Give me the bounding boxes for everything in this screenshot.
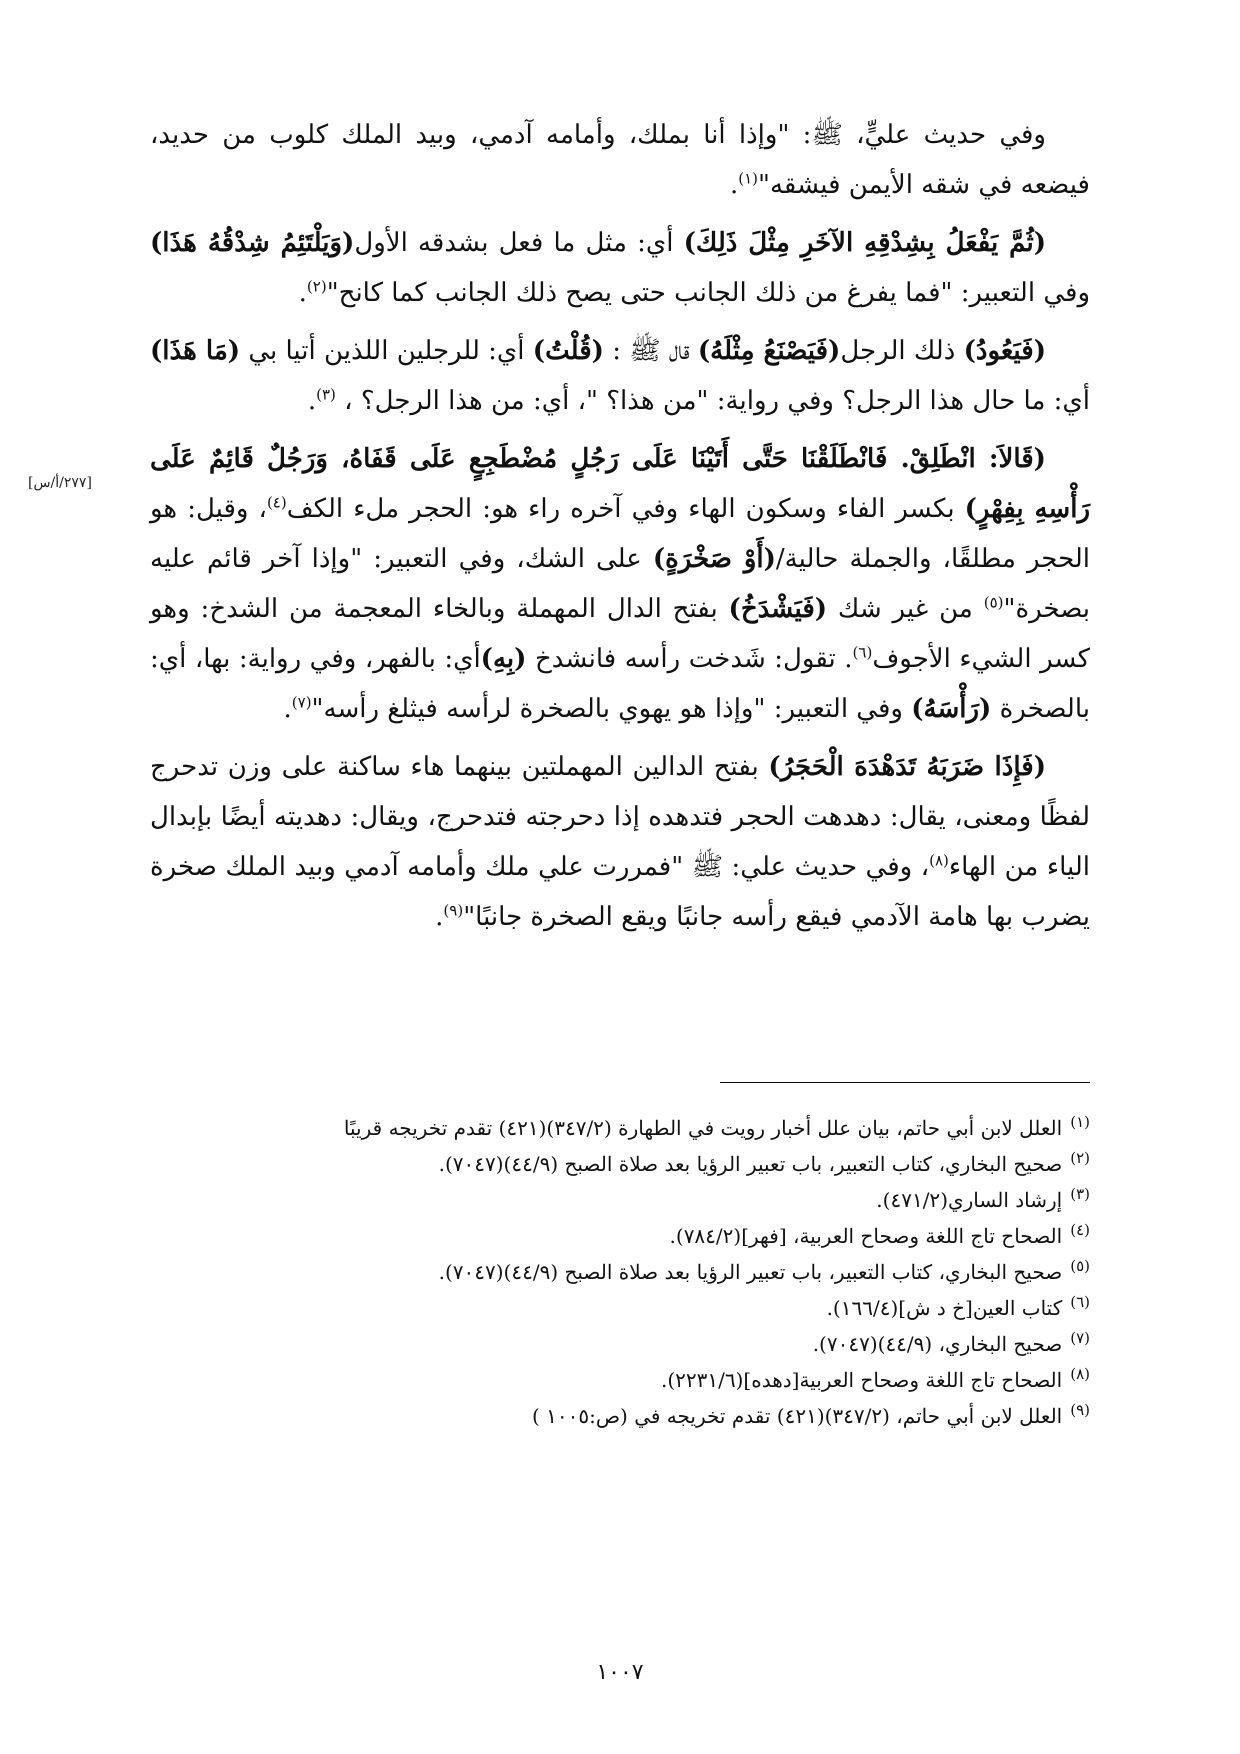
hadith-quote: (قُلْتُ) <box>532 336 604 366</box>
footnote-number: (٤) <box>1070 1221 1090 1240</box>
commentary-text: . <box>729 170 739 200</box>
commentary-text: أي: مثل ما فعل بشدقه الأول <box>354 228 684 258</box>
footnote-text: إرشاد الساري(٤٧١/٢). <box>876 1188 1063 1212</box>
footnote-item <box>270 1398 1090 1434</box>
footnote-item <box>270 1254 1090 1290</box>
footnote-text: كتاب العين[خ د ش](١٦٦/٤). <box>826 1296 1063 1320</box>
hadith-quote: (فَيَشْدَخُ) <box>728 594 828 624</box>
hadith-quote: (مَا هَذَا) <box>149 336 241 366</box>
footnote-number: (٥) <box>1070 1257 1090 1276</box>
hadith-quote: (أَوْ صَخْرَةٍ) <box>652 544 776 574</box>
paragraph <box>150 742 1090 942</box>
hadith-quote: (ثُمَّ يَفْعَلُ بِشِدْقِهِ الآخَرِ مِثْلَ ذَلِكَ) <box>683 228 1046 258</box>
footnote-number: (٩) <box>1070 1401 1090 1420</box>
hadith-quote: (قَالاَ: انْطَلِقْ. فَانْطَلَقْنَا حَتَّى أَتَيْنَا عَلَى رَجُلٍ مُضْطَجِعٍ عَلَى قَفَاهُ، وَرَجُلٌ قَائِمٌ عَلَى رَأْسِهِ بِفِهْرٍ) <box>150 444 1090 524</box>
commentary-text: . <box>283 694 292 724</box>
paragraph <box>150 326 1090 426</box>
commentary-text: بفتح الدالين المهملتين بينهما هاء ساكنة على وزن تدحرج لفظًا ومعنى، يقال: دهدهت الحجر فتدهده إذا دحرجته فتدحرج، ويقال: دهديته أيضًا بإبدال الياء من الهاء <box>150 752 1090 882</box>
footnote-reference: (٧) <box>291 693 312 712</box>
footnote-item <box>270 1182 1090 1218</box>
commentary-text: أي: بالفهر، وفي رواية: بها، أي: بالصخرة <box>150 644 1090 724</box>
commentary-text: وفي حديث عليٍّ، ﷺ: "وإذا أنا بملك، وأمامه آدمي، وبيد الملك كلوب من حديد، فيضعه في شقه الأيمن فيشقه" <box>150 120 1090 200</box>
margin-manuscript-reference: [٢٧٧/أ/س] <box>28 475 92 491</box>
paragraph <box>150 218 1090 318</box>
commentary-text: وفي التعبير: "فما يفرغ من ذلك الجانب حتى يصح ذلك الجانب كما كانح" <box>326 278 1090 308</box>
paragraph <box>150 434 1090 734</box>
footnote-reference: (٩) <box>443 901 464 920</box>
footnote-text: الصحاح تاج اللغة وصحاح العربية[دهده](٢٢٣١/٦). <box>660 1368 1063 1392</box>
footnotes-list <box>270 1110 1090 1434</box>
footnote-item <box>270 1218 1090 1254</box>
hadith-quote: (فَيَعُودُ) <box>963 336 1046 366</box>
footnote-item <box>270 1362 1090 1398</box>
commentary-text: قال ﷺ : <box>603 336 698 366</box>
commentary-text: من غير شك <box>827 594 984 624</box>
footnote-number: (٣) <box>1070 1185 1090 1204</box>
footnote-reference: (٣) <box>316 385 336 404</box>
footnote-number: (٢) <box>1070 1149 1090 1168</box>
commentary-text: بفتح الدال المهملة وبالخاء المعجمة من الشدخ: وهو كسر الشيء الأجوف <box>150 594 1091 674</box>
footnote-item <box>270 1290 1090 1326</box>
hadith-quote: (فَيَصْنَعُ مِثْلَهُ) <box>697 336 841 366</box>
commentary-text: أي: ما حال هذا الرجل؟ وفي رواية: "من هذا؟ "، أي: من هذا الرجل؟ ، <box>335 386 1090 416</box>
commentary-text: ، وفي حديث علي: ﷺ "فمررت علي ملك وأمامه آدمي وبيد الملك صخرة يضرب بها هامة الآدمي فيقع رأسه جانبًا ويقع الصخرة جانبًا" <box>150 852 1090 932</box>
paragraph <box>150 110 1090 210</box>
commentary-text: . <box>435 902 444 932</box>
footnote-number: (١) <box>1070 1113 1090 1132</box>
commentary-text: أي: للرجلين اللذين أتيا بي <box>240 336 533 366</box>
footnote-text: صحيح البخاري، كتاب التعبير، باب تعبير الرؤيا بعد صلاة الصبح (٤٤/٩)(٧٠٤٧). <box>438 1260 1063 1284</box>
footnote-reference: (٢) <box>306 277 327 296</box>
footnote-text: صحيح البخاري، كتاب التعبير، باب تعبير الرؤيا بعد صلاة الصبح (٤٤/٩)(٧٠٤٧). <box>438 1152 1063 1176</box>
footnote-text: صحيح البخاري، (٤٤/٩)(٧٠٤٧). <box>812 1332 1063 1356</box>
footnote-number: (٧) <box>1070 1329 1090 1348</box>
hadith-quote: (رَأْسَهُ) <box>911 694 992 724</box>
commentary-text: على الشك، وفي التعبير: "وإذا آخر قائم عليه بصخرة" <box>150 544 1090 624</box>
footnote-item <box>270 1146 1090 1182</box>
main-body-text <box>150 110 1090 950</box>
footnote-text: العلل لابن أبي حاتم، بيان علل أخبار رويت في الطهارة (٣٤٧/٢)(٤٢١) تقدم تخريجه قريبًا <box>343 1116 1063 1140</box>
commentary-text: . <box>298 278 307 308</box>
footnote-reference: (٥) <box>983 593 1004 612</box>
hadith-quote: (فَإِذَا ضَرَبَهُ تَدَهْدَهَ الْحَجَرُ) <box>768 752 1046 782</box>
footnote-reference: (١) <box>738 169 759 188</box>
commentary-text: . تقول: شَدخت رأسه فانشدخ <box>526 644 853 674</box>
hadith-quote: (وَيَلْتَئِمُ شِدْقُهُ هَذَا) <box>150 228 355 258</box>
hadith-quote: (بِهِ) <box>480 644 527 674</box>
footnote-reference: (٤) <box>266 493 287 512</box>
footnote-text: العلل لابن أبي حاتم، (٣٤٧/٢)(٤٢١) تقدم تخريجه في (ص:١٠٠٥ ) <box>531 1404 1063 1428</box>
footnote-item <box>270 1326 1090 1362</box>
footnote-reference: (٨) <box>929 851 949 870</box>
commentary-text: . <box>307 386 317 416</box>
footnote-text: الصحاح تاج اللغة وصحاح العربية، [فهر](٧٨٤/٢). <box>669 1224 1063 1248</box>
footnote-separator <box>720 1082 1090 1083</box>
footnote-number: (٦) <box>1070 1293 1090 1312</box>
commentary-text: ، وقيل: هو الحجر مطلقًا، والجملة حالية/ <box>150 494 1090 574</box>
commentary-text: بكسر الفاء وسكون الهاء وفي آخره راء هو: الحجر ملء الكف <box>286 494 965 524</box>
commentary-text: ذلك الرجل <box>840 336 964 366</box>
footnote-reference: (٦) <box>852 643 873 662</box>
footnote-number: (٨) <box>1070 1365 1090 1384</box>
footnote-item <box>270 1110 1090 1146</box>
commentary-text: وفي التعبير: "وإذا هو يهوي بالصخرة لرأسه فيثلغ رأسه" <box>311 694 912 724</box>
page-number: ١٠٠٧ <box>596 1660 644 1685</box>
